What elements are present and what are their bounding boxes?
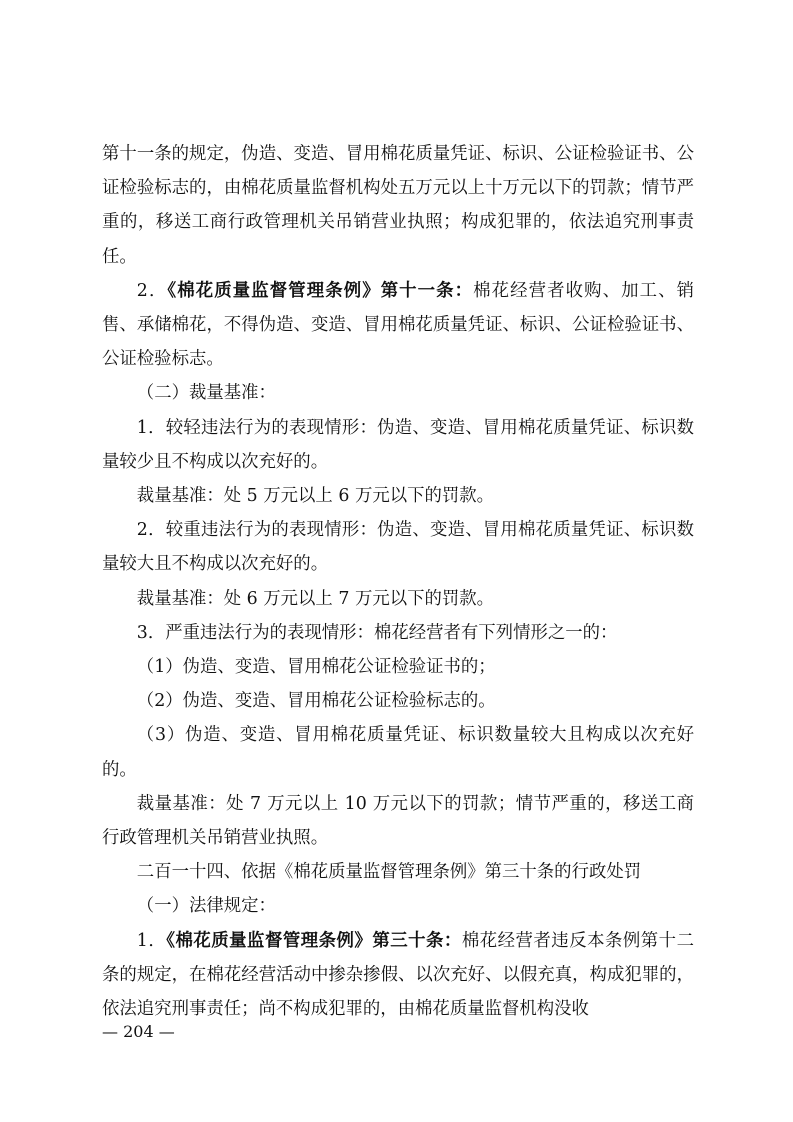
text-segment: （二）裁量基准： xyxy=(136,383,276,404)
text-segment: 1．较轻违法行为的表现情形：伪造、变造、冒用棉花质量凭证、标识数量较少且不构成以次充好的。 xyxy=(102,417,694,472)
text-segment: （2）伪造、变造、冒用棉花公证检验标志的。 xyxy=(136,691,496,712)
text-segment: 2．较重违法行为的表现情形：伪造、变造、冒用棉花质量凭证、标识数量较大且不构成以次充好的。 xyxy=(102,520,694,575)
paragraph xyxy=(102,274,694,377)
text-segment: 棉花经营者收购、加工、销售、承储棉花，不得伪造、变造、冒用棉花质量凭证、标识、公证检验证书、公证检验标志。 xyxy=(102,280,694,370)
text-segment: 2． xyxy=(136,280,168,301)
paragraph xyxy=(102,513,694,581)
text-segment: 第十一条的规定，伪造、变造、冒用棉花质量凭证、标识、公证检验证书、公证检验标志的，由棉花质量监督机构处五万元以上十万元以下的罚款；情节严重的，移送工商行政管理机关吊销营业执照；构成犯罪的，依法追究刑事责任。 xyxy=(102,144,694,267)
text-segment: 裁量基准：处 7 万元以上 10 万元以下的罚款；情节严重的，移送工商行政管理机关吊销营业执照。 xyxy=(102,793,694,849)
paragraph xyxy=(102,718,694,786)
text-segment: （3）伪造、变造、冒用棉花质量凭证、标识数量较大且构成以次充好的。 xyxy=(102,725,694,780)
text-segment: 3．严重违法行为的表现情形：棉花经营者有下列情形之一的： xyxy=(136,622,618,643)
paragraph xyxy=(102,924,694,1027)
paragraph xyxy=(102,411,694,479)
text-segment: 1． xyxy=(136,930,167,951)
text-segment: 裁量基准：处 5 万元以上 6 万元以下的罚款。 xyxy=(136,486,495,507)
paragraph xyxy=(102,684,694,718)
paragraph xyxy=(102,137,694,274)
paragraph xyxy=(102,889,694,923)
paragraph xyxy=(102,855,694,889)
paragraph xyxy=(102,582,694,616)
body-text xyxy=(102,137,694,1026)
paragraph xyxy=(102,650,694,684)
bold-citation: 《棉花质量监督管理条例》第三十条： xyxy=(166,930,462,951)
text-segment: （一）法律规定： xyxy=(136,896,276,917)
bold-citation: 《棉花质量监督管理条例》第十一条： xyxy=(167,280,474,301)
text-segment: （1）伪造、变造、冒用棉花公证检验证书的； xyxy=(136,657,496,678)
page-number: — 204 — xyxy=(102,1022,175,1041)
text-segment: 二百一十四、依据《棉花质量监督管理条例》第三十条的行政处罚 xyxy=(136,862,642,883)
text-segment: 棉花经营者违反本条例第十二条的规定，在棉花经营活动中掺杂掺假、以次充好、以假充真，构成犯罪的，依法追究刑事责任；尚不构成犯罪的，由棉花质量监督机构没收 xyxy=(102,930,694,1020)
paragraph xyxy=(102,787,694,855)
paragraph xyxy=(102,479,694,513)
paragraph xyxy=(102,376,694,410)
text-segment: 裁量基准：处 6 万元以上 7 万元以下的罚款。 xyxy=(136,588,495,609)
paragraph xyxy=(102,616,694,650)
